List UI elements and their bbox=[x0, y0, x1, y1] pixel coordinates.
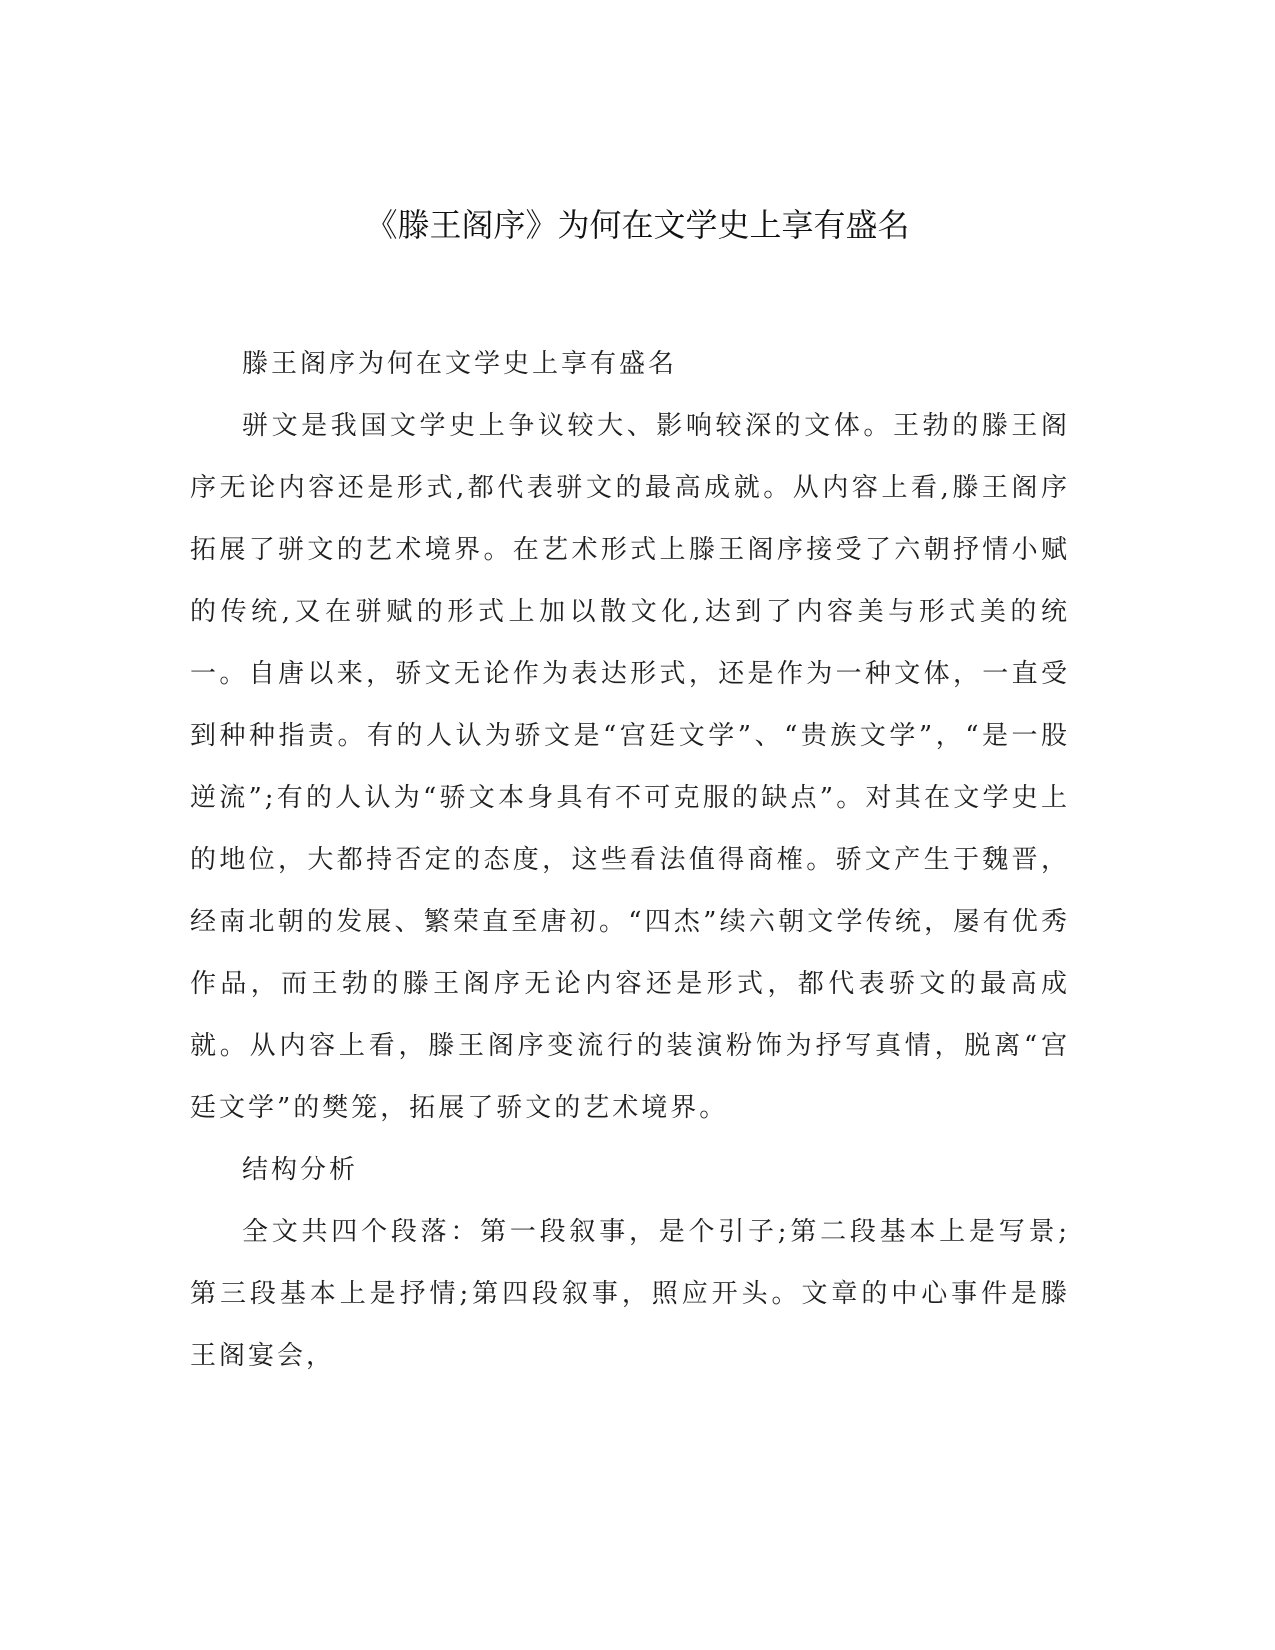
body-paragraph: 骈文是我国文学史上争议较大、影响较深的文体。王勃的滕王阁序无论内容还是形式,都代表骈文的最高成就。从内容上看,滕王阁序拓展了骈文的艺术境界。在艺术形式上滕王阁序接受了六朝抒情小赋的传统,又在骈赋的形式上加以散文化,达到了内容美与形式美的统一。自唐以来，骄文无论作为表达形式，还是作为一种文体，一直受到种种指责。有的人认为骄文是“宫廷文学”、“贵族文学”，“是一股逆流”;有的人认为“骄文本身具有不可克服的缺点”。对其在文学史上的地位，大都持否定的态度，这些看法值得商榷。骄文产生于魏晋，经南北朝的发展、繁荣直至唐初。“四杰”续六朝文学传统，屡有优秀作品，而王勃的滕王阁序无论内容还是形式，都代表骄文的最高成就。从内容上看，滕王阁序变流行的装演粉饰为抒写真情，脱离“宫廷文学”的樊笼，拓展了骄文的艺术境界。 bbox=[190, 411, 1070, 1123]
document-body bbox=[190, 333, 1070, 1387]
section-heading-structure-analysis: 结构分析 bbox=[242, 1155, 359, 1185]
body-paragraph: 全文共四个段落：第一段叙事，是个引子;第二段基本上是写景;第三段基本上是抒情;第四段叙事，照应开头。文章的中心事件是滕王阁宴会， bbox=[190, 1217, 1070, 1371]
document-title: 《滕王阁序》为何在文学史上享有盛名 bbox=[365, 206, 910, 244]
subtitle-paragraph: 滕王阁序为何在文学史上享有盛名 bbox=[242, 349, 678, 379]
